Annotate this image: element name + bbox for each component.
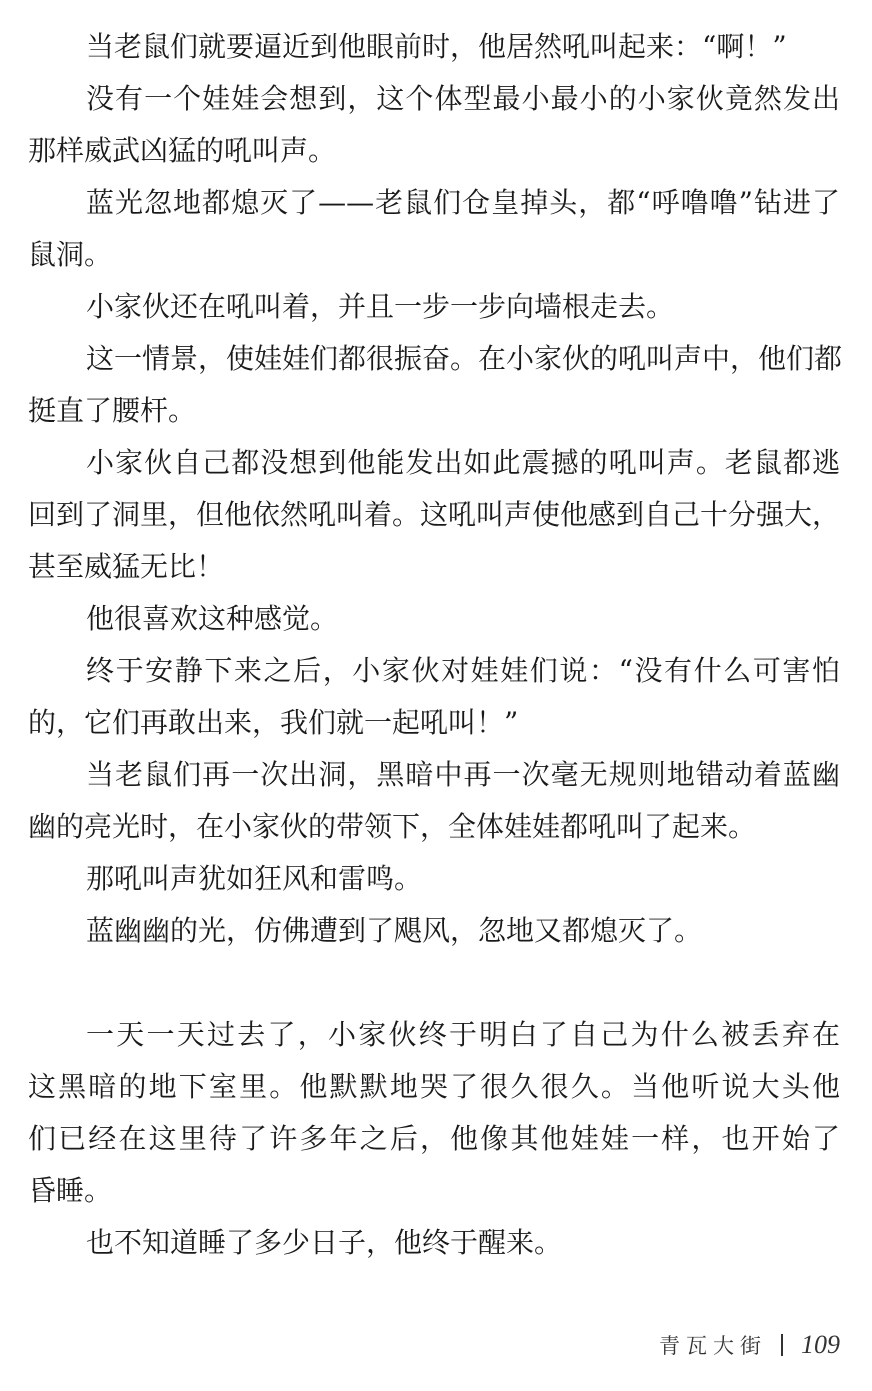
paragraph (28, 281, 840, 333)
text-line: 这一情景，使娃娃们都很振奋。在小家伙的吼叫声中，他们都 (86, 342, 843, 375)
paragraph (28, 333, 843, 437)
text-line: 一天一天过去了，小家伙终于明白了自己为什么被丢弃在 (86, 1018, 840, 1051)
paragraph (28, 853, 840, 905)
text-line: 这黑暗的地下室里。他默默地哭了很久很久。当他听说大头他 (28, 1070, 840, 1103)
text-line: 终于安静下来之后，小家伙对娃娃们说：“没有什么可害怕 (86, 654, 840, 687)
text-line: 那样威武凶猛的吼叫声。 (28, 134, 337, 167)
text-line: 蓝幽幽的光，仿佛遭到了飓风，忽地又都熄灭了。 (86, 914, 703, 947)
text-line: 蓝光忽地都熄灭了——老鼠们仓皇掉头，都“呼噜噜”钻进了 (86, 186, 840, 219)
paragraph (28, 905, 840, 957)
text-line: 那吼叫声犹如狂风和雷鸣。 (86, 862, 423, 895)
text-line: 没有一个娃娃会想到，这个体型最小最小的小家伙竟然发出 (86, 82, 840, 115)
page-number: 109 (801, 1330, 840, 1359)
text-line: 们已经在这里待了许多年之后，他像其他娃娃一样，也开始了 (28, 1122, 840, 1155)
running-title: 青瓦大街 (659, 1334, 767, 1358)
text-line: 挺直了腰杆。 (28, 394, 197, 427)
text-line: 甚至威猛无比！ (28, 550, 225, 583)
text-line: 也不知道睡了多少日子，他终于醒来。 (86, 1226, 563, 1259)
text-line: 当老鼠们就要逼近到他眼前时，他居然吼叫起来：“啊！” (86, 30, 787, 63)
paragraph (28, 749, 840, 853)
section-break (28, 957, 840, 1009)
paragraph (28, 21, 840, 73)
text-line: 他很喜欢这种感觉。 (86, 602, 339, 635)
text-line: 回到了洞里，但他依然吼叫着。这吼叫声使他感到自己十分强大， (28, 498, 841, 531)
paragraph (28, 177, 840, 281)
paragraph (28, 1217, 840, 1269)
paragraph (28, 645, 840, 749)
text-line: 小家伙还在吼叫着，并且一步一步向墙根走去。 (86, 290, 675, 323)
text-line: 鼠洞。 (28, 238, 113, 271)
text-line: 小家伙自己都没想到他能发出如此震撼的吼叫声。老鼠都逃 (86, 446, 840, 479)
paragraph (28, 437, 840, 593)
paragraph (28, 1009, 840, 1217)
text-line: 幽的亮光时，在小家伙的带领下，全体娃娃都吼叫了起来。 (28, 810, 757, 843)
text-line: 的，它们再敢出来，我们就一起吼叫！” (28, 706, 519, 739)
body-text (28, 21, 843, 1269)
text-line: 昏睡。 (28, 1174, 113, 1207)
paragraph (28, 73, 840, 177)
page-footer (659, 1330, 840, 1360)
footer-divider (781, 1334, 783, 1356)
text-line: 当老鼠们再一次出洞，黑暗中再一次毫无规则地错动着蓝幽 (86, 758, 840, 791)
paragraph (28, 593, 840, 645)
